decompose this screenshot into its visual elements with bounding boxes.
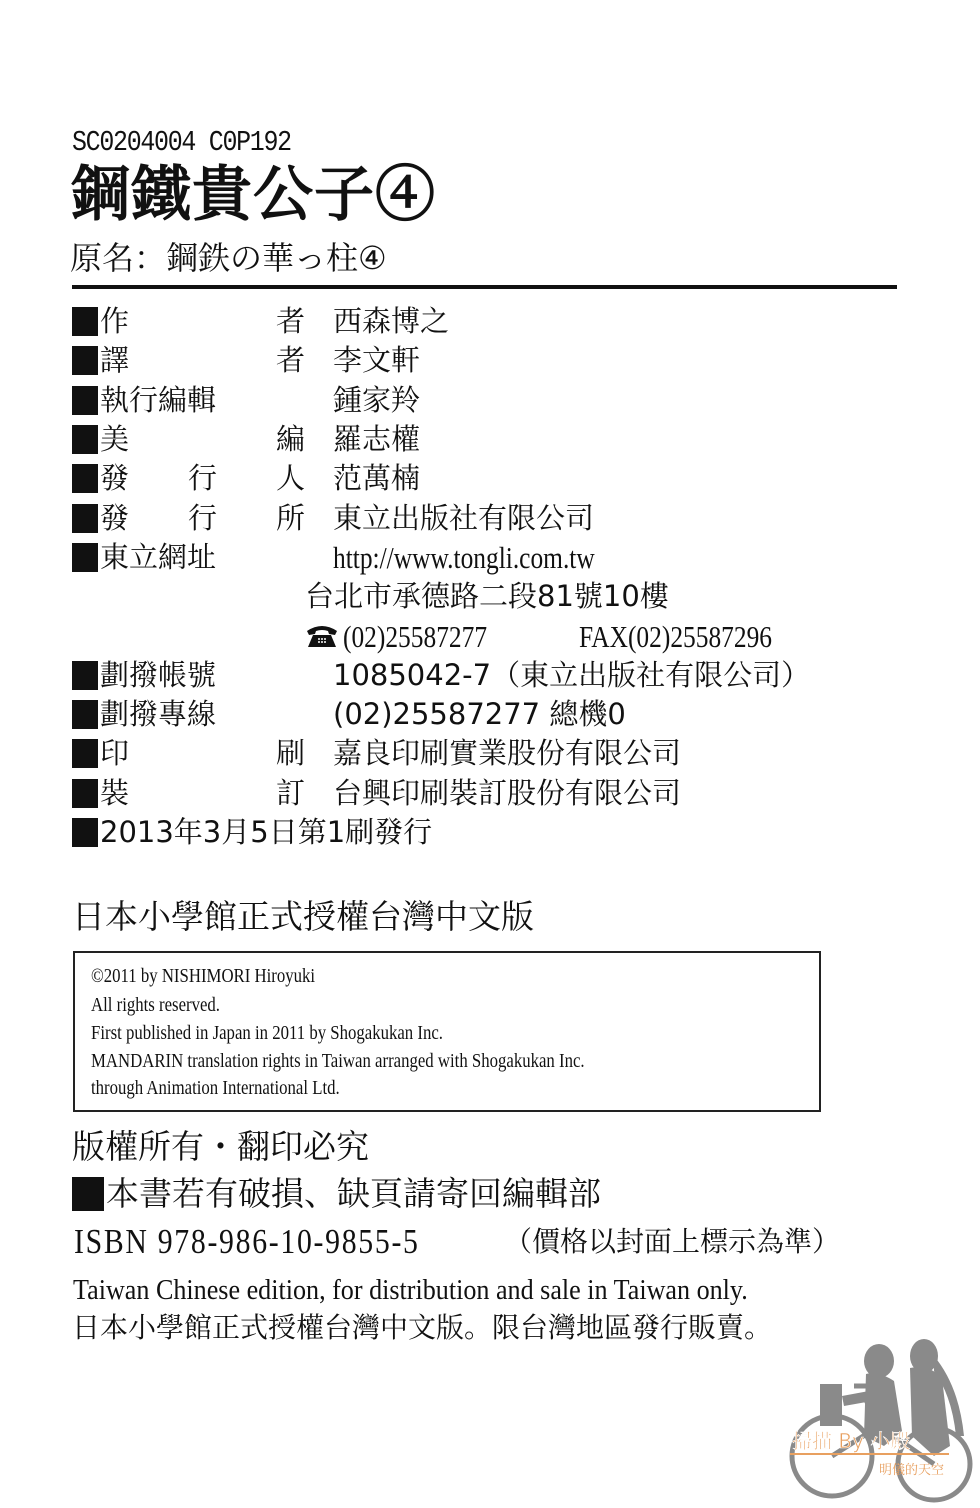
edition-notice-english: Taiwan Chinese edition, for distribution and sale in Taiwan only. — [73, 1274, 748, 1306]
label-char: 專 — [158, 697, 188, 732]
bullet-square-icon — [72, 818, 98, 847]
bullet-square-icon — [72, 386, 98, 415]
credit-row-binder — [72, 774, 892, 813]
copyright-box — [73, 951, 821, 1112]
credit-row-postal-line — [72, 695, 892, 734]
damaged-notice-row — [72, 1173, 601, 1215]
bullet-square-icon — [72, 504, 98, 533]
copyright-line: MANDARIN translation rights in Taiwan arranged with Shogakukan Inc. — [91, 1051, 585, 1072]
credits-block — [72, 302, 892, 852]
fax-number: FAX(02)25587296 — [578, 618, 772, 654]
edition-notice-chinese: 日本小學館正式授權台灣中文版。限台灣地區發行販賣。 — [72, 1311, 773, 1344]
label-char: 訂 — [275, 775, 305, 810]
label-char: 行 — [187, 461, 217, 496]
bullet-square-icon — [72, 700, 98, 729]
website-link[interactable]: http://www.tongli.com.tw — [333, 539, 595, 575]
credit-value: 嘉良印刷實業股份有限公司 — [333, 736, 682, 771]
bullet-square-icon — [72, 739, 98, 768]
label-char: 編 — [275, 422, 305, 457]
bullet-square-icon — [72, 346, 98, 375]
credit-row-website — [72, 538, 892, 577]
label-char: 撥 — [129, 657, 159, 692]
credit-value: 1085042-7（東立出版社有限公司） — [333, 657, 811, 692]
original-title: 原名：鋼鉄の華っ柱④ — [70, 239, 387, 277]
label-char: 作 — [100, 304, 130, 339]
product-code: SC0204004 C0P192 — [72, 126, 291, 159]
label-char: 行 — [187, 500, 217, 535]
label-char: 址 — [187, 539, 217, 574]
credit-label — [100, 774, 305, 813]
price-note: （價格以封面上標示為準） — [504, 1225, 841, 1258]
bullet-square-icon — [72, 543, 98, 572]
credit-value: 西森博之 — [333, 304, 450, 339]
credit-value: 東立出版社有限公司 — [333, 500, 595, 535]
label-char: 人 — [275, 461, 305, 496]
label-char: 編 — [158, 382, 188, 417]
copyright-line: First published in Japan in 2011 by Shogakukan Inc. — [91, 1023, 443, 1044]
credit-label — [100, 381, 305, 420]
credit-value: 李文軒 — [333, 343, 421, 378]
damaged-notice: 本書若有破損、缺頁請寄回編輯部 — [106, 1174, 601, 1213]
label-char: 發 — [100, 461, 130, 496]
divider-rule — [72, 285, 897, 289]
label-char: 者 — [275, 343, 305, 378]
credit-row-editor — [72, 381, 892, 420]
credit-row-translator — [72, 341, 892, 380]
label-char: 美 — [100, 422, 130, 457]
label-char: 執 — [100, 382, 130, 417]
label-char: 譯 — [100, 343, 130, 378]
label-char: 號 — [187, 657, 217, 692]
bullet-square-icon — [72, 464, 98, 493]
label-char: 撥 — [129, 697, 159, 732]
label-char: 線 — [187, 697, 217, 732]
credit-row-author — [72, 302, 892, 341]
bullet-square-icon — [72, 779, 98, 808]
rights-reserved: 版權所有・翻印必究 — [72, 1127, 369, 1166]
book-title: 鋼鐵貴公子④ — [70, 160, 436, 230]
label-char: 網 — [158, 539, 188, 574]
label-char: 印 — [100, 736, 130, 771]
isbn-number: ISBN 978-986-10-9855-5 — [74, 1222, 420, 1261]
copyright-line: ©2011 by NISHIMORI Hiroyuki — [91, 966, 316, 987]
credit-label — [100, 499, 305, 538]
bullet-square-icon — [72, 661, 98, 690]
publish-date-row — [72, 813, 892, 852]
credit-label — [100, 734, 305, 773]
label-char: 者 — [275, 304, 305, 339]
copyright-line: through Animation International Ltd. — [91, 1078, 340, 1099]
credit-value: 范萬楠 — [333, 461, 421, 496]
publish-date: 2013年3月5日第1刷發行 — [100, 814, 433, 849]
bicycle-silhouette-icon — [784, 1326, 980, 1504]
scanner-watermark — [784, 1326, 980, 1504]
isbn-row — [74, 1221, 840, 1263]
svg-text:明儀的天空: 明儀的天空 — [879, 1463, 945, 1478]
bullet-square-icon — [72, 307, 98, 336]
phone-number: (02)25587277 — [343, 618, 488, 654]
telephone-icon — [305, 623, 339, 649]
svg-text:掃描 By 小殿: 掃描 By 小殿 — [792, 1429, 911, 1453]
credit-row-art-editor — [72, 420, 892, 459]
credit-label — [100, 302, 305, 341]
credit-label — [100, 341, 305, 380]
label-char: 所 — [275, 500, 305, 535]
address: 台北市承德路二段81號10樓 — [305, 579, 669, 614]
bullet-square-icon — [72, 425, 98, 454]
credit-value: 台興印刷裝訂股份有限公司 — [333, 775, 682, 810]
label-char: 輯 — [187, 382, 217, 417]
label-char: 帳 — [158, 657, 188, 692]
credit-label — [100, 538, 305, 577]
label-char: 裝 — [100, 775, 130, 810]
contact-row — [72, 616, 892, 655]
address-row — [72, 577, 892, 616]
license-statement: 日本小學館正式授權台灣中文版 — [72, 897, 534, 936]
copyright-line: All rights reserved. — [91, 995, 221, 1016]
credit-row-publisher — [72, 459, 892, 498]
label-char: 行 — [129, 382, 159, 417]
label-char: 刷 — [275, 736, 305, 771]
credit-label — [100, 656, 305, 695]
credit-row-publishing-house — [72, 498, 892, 537]
credit-value: 羅志權 — [333, 422, 421, 457]
credit-label — [100, 459, 305, 498]
label-char: 劃 — [100, 697, 130, 732]
credit-value: 鍾家羚 — [333, 382, 421, 417]
credit-label — [100, 695, 305, 734]
label-char: 東 — [100, 539, 130, 574]
bullet-square-icon — [72, 1177, 104, 1211]
credit-value: (02)25587277 總機0 — [333, 697, 626, 732]
credit-row-printer — [72, 734, 892, 773]
label-char: 劃 — [100, 657, 130, 692]
credit-label — [100, 420, 305, 459]
label-char: 發 — [100, 500, 130, 535]
credit-row-postal-account — [72, 656, 892, 695]
label-char: 立 — [129, 539, 159, 574]
